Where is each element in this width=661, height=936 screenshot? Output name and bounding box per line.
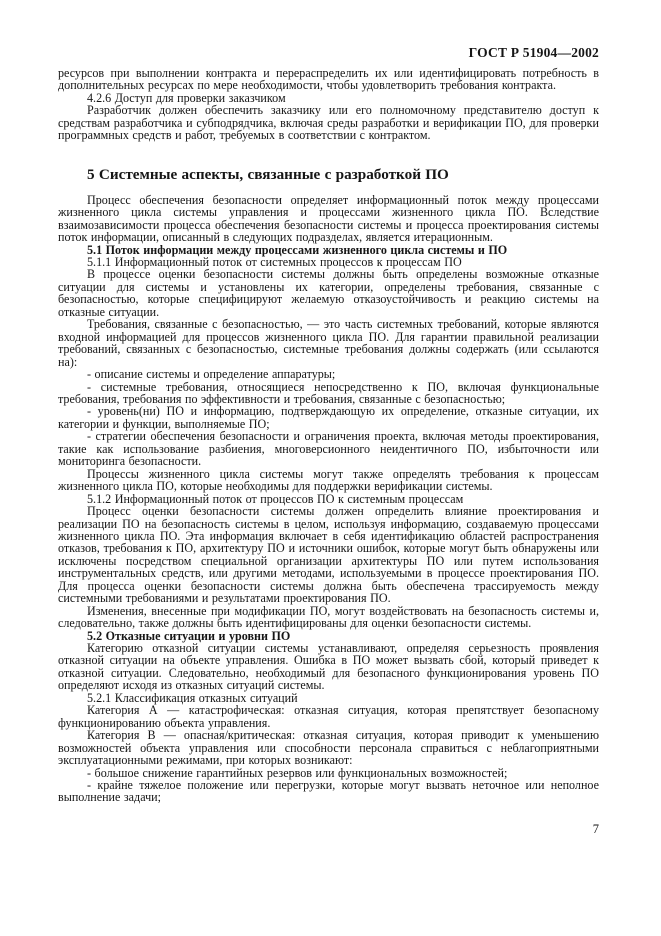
paragraph: Категория А — катастрофическая: отказная ситуация, которая препятствует безопасному функционированию объекта управления. [58,703,599,730]
list-item: - уровень(ни) ПО и информацию, подтверждающую их определение, отказные ситуации, их категории и функции, выполняемые ПО; [58,404,599,431]
paragraph: Процесс оценки безопасности системы должен определить влияние проектирования и реализации ПО на безопасность системы в целом, используя информацию, создаваемую процессами жизненного цикла ПО. Эта информация включает в себя идентификацию областей распространения отказов, требования к ПО, архитектуру ПО и источники ошибок, которые могут быть обнаружены или исключены посредством специальной организации архитектуры ПО или путем использования инструментальных средств, или другими методами, используемыми в процессе проектирования ПО. Для процесса оценки безопасности системы должна быть обеспечена трассируемость между системными требованиями и результатами проектирования ПО. [58,504,599,606]
list-item: - большое снижение гарантийных резервов или функциональных возможностей; [87,765,508,780]
paragraph: Категория В — опасная/критическая: отказная ситуация, которая приводит к уменьшению возможностей объекта управления или способности персонала справиться с неблагоприятными эксплуатационными режимами, при которых возникают: [58,728,599,768]
list-item: - описание системы и определение аппаратуры; [87,367,336,382]
page-number: 7 [592,822,599,836]
subsection-heading: 5.1.1 Информационный поток от системных процессов к процессам ПО [87,254,462,269]
paragraph: Процесс обеспечения безопасности определяет информационный поток между процессами жизненного цикла системы управления и процессами жизненного цикла ПО. Вследствие взаимозависимости процесса обеспечения безопасности системы и процесса проектирования системы поток информации, описанный в следующих подразделах, является итерационным. [58,192,599,245]
subsection-heading-bold: 5.2 Отказные ситуации и уровни ПО [87,628,291,643]
subsection-heading: 5.2.1 Классификация отказных ситуаций [87,690,298,705]
paragraph: Категорию отказной ситуации системы устанавливают, определяя серьезность проявления отказной ситуации на объекте управления. Ошибка в ПО может вызвать сбой, который приведет к отказной ситуации. Следовательно, необходимый для безопасного функционирования уровень ПО определяют исходя из отказных ситуаций системы. [58,641,599,693]
paragraph: Разработчик должен обеспечить заказчику или его полномочному представителю доступ к средствам разработчика и субподрядчика, включая среды разработки и верификации ПО, для проверки программных средств и работ, требуемых в соответствии с контрактом. [58,103,599,143]
paragraph: Требования, связанные с безопасностью, — это часть системных требований, которые являются входной информацией для процессов жизненного цикла ПО. Для гарантии правильной реализации требований, связанных с безопасностью, системные требования должны содержать (или ссылаются на): [58,317,599,369]
list-item: - стратегии обеспечения безопасности и ограничения проекта, включая методы проектирования, такие как использование разбиения, многоверсионного неидентичного ПО, избыточности или мониторинга безопасности. [58,429,599,469]
list-item: - системные требования, относящиеся непосредственно к ПО, включая функциональные требования, требования по эффективности и требования, связанные с безопасностью; [58,379,599,406]
paragraph: В процессе оценки безопасности системы должны быть определены возможные отказные ситуации для системы и установлены их категории, определены требования, связанные с безопасностью, которые специфицируют желаемую отказоустойчивость и реакцию системы на отказные ситуации. [58,267,599,319]
running-header: ГОСТ Р 51904—2002 [468,45,599,60]
subsection-heading-bold: 5.1 Поток информации между процессами жизненного цикла системы и ПО [87,242,508,257]
subsection-heading: 5.1.2 Информационный поток от процессов ПО к системным процессам [87,491,464,506]
section-heading: 5 Системные аспекты, связанные с разработкой ПО [87,165,449,183]
paragraph: Изменения, внесенные при модификации ПО, могут воздействовать на безопасность системы и, следовательно, также должны быть идентифицированы для оценки безопасности системы. [58,603,599,631]
document-body [58,67,599,804]
paragraph: Процессы жизненного цикла системы могут также определять требования к процессам жизненного цикла ПО, которые необходимы для поддержки верификации системы. [58,466,599,494]
subsection-heading: 4.2.6 Доступ для проверки заказчиком [87,90,286,105]
paragraph: ресурсов при выполнении контракта и перераспределить их или идентифицировать потребность в дополнительных ресурсах по мере необходимости, чтобы удовлетворить требования контракта. [58,66,599,93]
list-item: - крайне тяжелое положение или перегрузки, которые могут вызвать неточное или неполное выполнение задачи; [58,778,599,805]
